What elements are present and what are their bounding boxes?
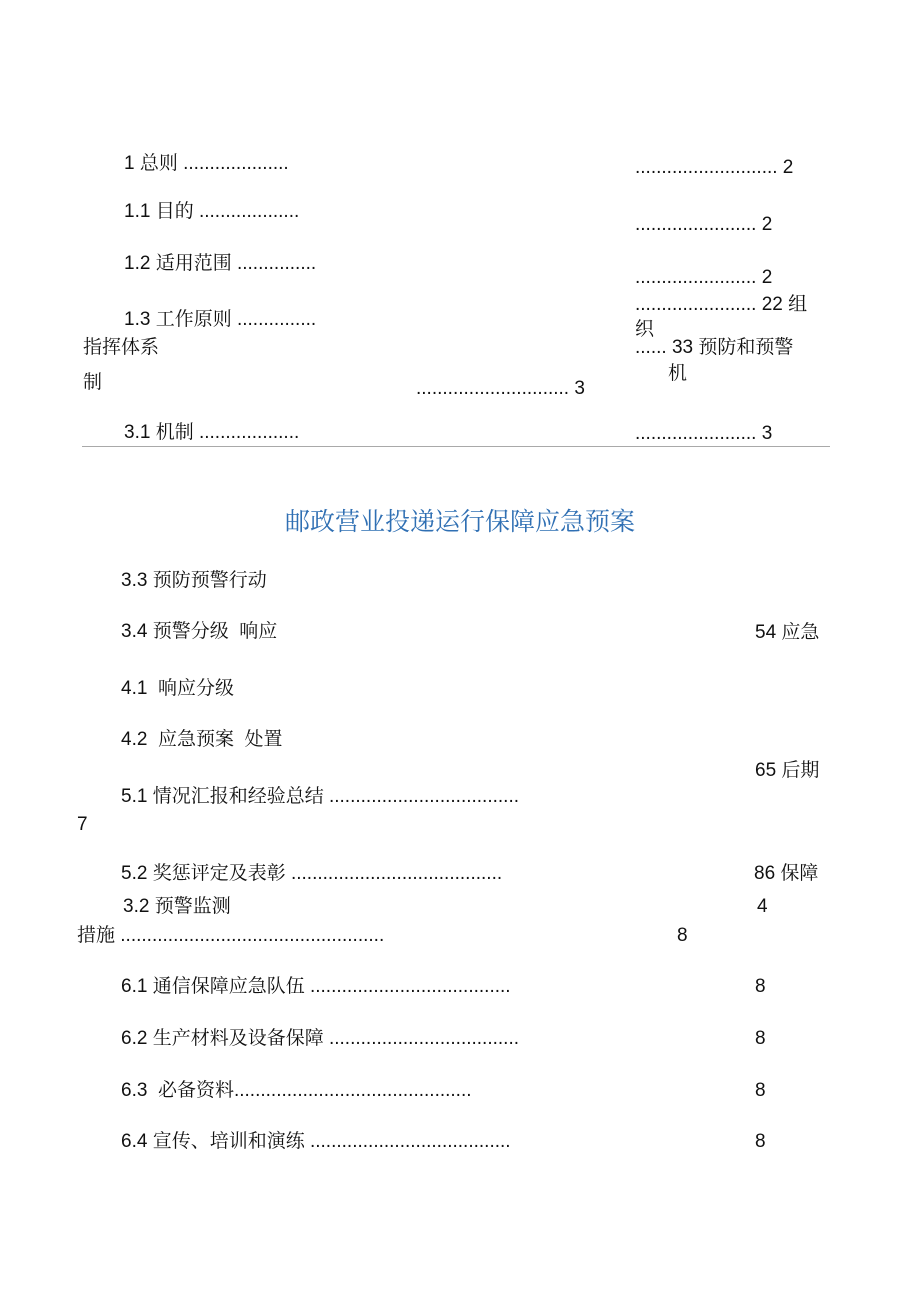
toc-entry-page: ............................. 3 — [416, 378, 585, 399]
toc-entry-label: 4.1 响应分级 — [121, 678, 234, 699]
toc-entry-label: 1.2 适用范围 ............... — [124, 253, 317, 274]
toc-entry-label: 1 总则 .................... — [124, 153, 289, 174]
toc-entry-label: 制 — [83, 372, 103, 393]
toc-entry-label: 1.3 工作原则 ............... — [124, 309, 317, 330]
toc-entry-page: 8 — [755, 1131, 766, 1152]
toc-entry-page: ....................... 2 — [635, 267, 773, 288]
toc-entry-label: 6.2 生产材料及设备保障 .................................... — [121, 1028, 520, 1049]
toc-entry-page: 8 — [755, 1080, 766, 1101]
toc-entry-page: ....................... 3 — [635, 423, 773, 444]
toc-entry-page: 8 — [755, 1028, 766, 1049]
toc-entry-page: 65 后期 — [755, 760, 820, 781]
toc-entry-page: 4 — [757, 896, 768, 917]
document-title: 邮政营业投递运行保障应急预案 — [284, 508, 635, 536]
toc-entry-page: 8 — [755, 976, 766, 997]
toc-entry-label: 3.2 预警监测 — [123, 896, 231, 917]
toc-entry-page: 86 保障 — [754, 863, 819, 884]
toc-entry-label: 5.2 奖惩评定及表彰 ........................................ — [121, 863, 503, 884]
toc-entry-page: 54 应急 — [755, 622, 820, 643]
toc-entry-label: 3.4 预警分级 响应 — [121, 621, 278, 642]
toc-entry-page: ........................... 2 — [635, 157, 794, 178]
toc-entry-page: 7 — [77, 814, 88, 835]
toc-entry-label: 4.2 应急预案 处置 — [121, 729, 283, 750]
toc-entry-label: 6.4 宣传、培训和演练 ...................................... — [121, 1131, 511, 1152]
toc-entry-page: ....................... 2 — [635, 214, 773, 235]
section-divider — [82, 446, 830, 447]
toc-entry-page: ...... 33 预防和预警 — [635, 337, 794, 358]
toc-entry-page: ....................... 22 组 — [635, 294, 808, 315]
toc-entry-label: 5.1 情况汇报和经验总结 .................................... — [121, 786, 520, 807]
toc-entry-label: 3.3 预防预警行动 — [121, 570, 267, 591]
toc-entry-label: 措施 .................................................. — [77, 925, 385, 946]
toc-entry-label: 3.1 机制 ................... — [124, 422, 300, 443]
toc-entry-page: 8 — [677, 925, 688, 946]
toc-entry-label: 1.1 目的 ................... — [124, 201, 300, 222]
toc-entry-label: 指挥体系 — [83, 337, 160, 358]
toc-clipped-fragment: 机 — [668, 363, 688, 384]
toc-entry-label: 6.1 通信保障应急队伍 ...................................... — [121, 976, 511, 997]
toc-clipped-fragment: 织 — [635, 319, 655, 340]
toc-entry-label: 6.3 必备资料............................................. — [121, 1080, 472, 1101]
